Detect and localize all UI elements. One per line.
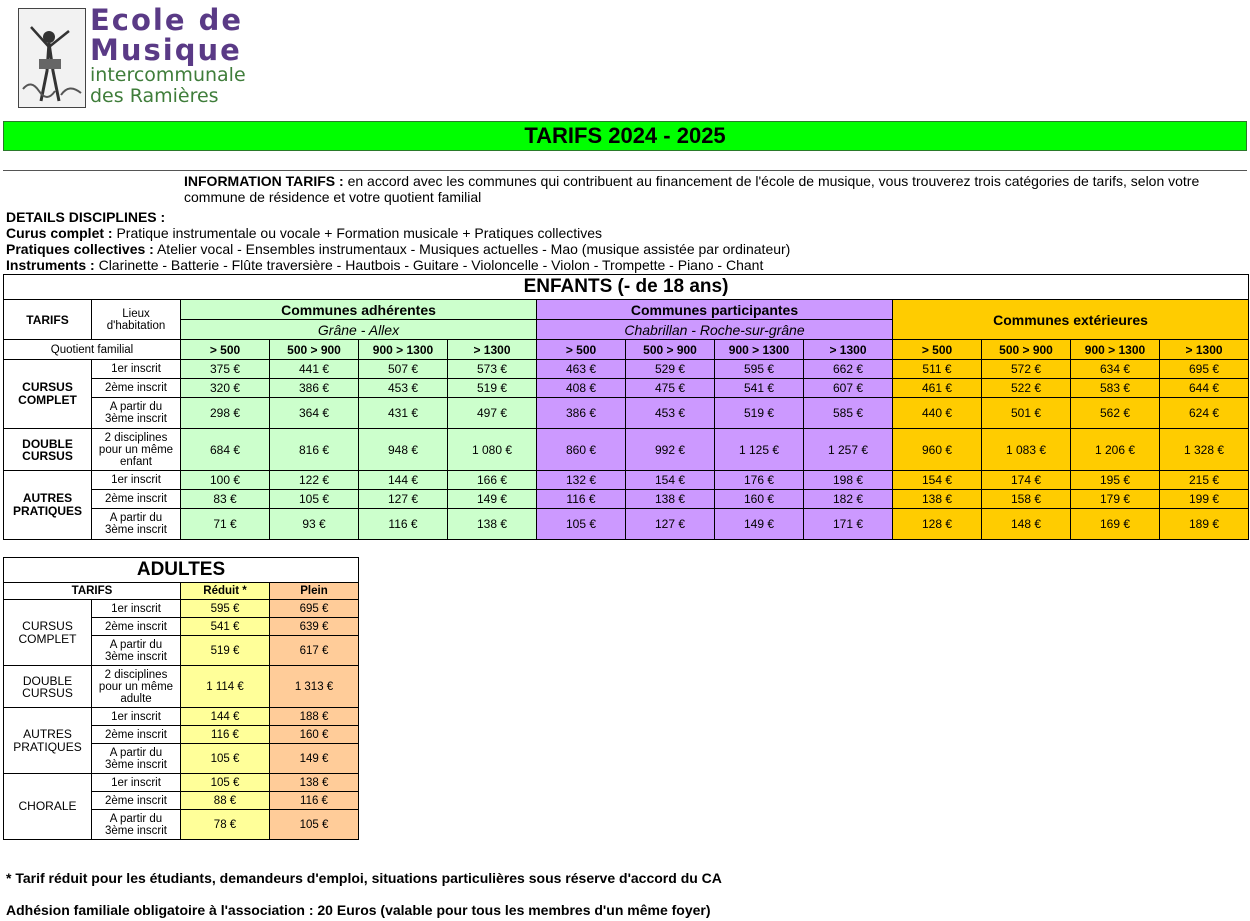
group-communes: Grâne - Allex <box>181 320 537 340</box>
reduit-price-cell: 144 € <box>181 708 270 726</box>
price-cell: 116 € <box>359 509 448 540</box>
price-cell: 176 € <box>715 471 804 490</box>
details-line-label: Instruments : <box>6 257 95 273</box>
plein-price-cell: 695 € <box>270 600 359 618</box>
plein-price-cell: 149 € <box>270 744 359 774</box>
price-cell: 154 € <box>893 471 982 490</box>
group-header: Communes extérieures <box>893 300 1249 340</box>
price-cell: 100 € <box>181 471 270 490</box>
reduit-price-cell: 541 € <box>181 618 270 636</box>
price-cell: 138 € <box>448 509 537 540</box>
price-cell: 860 € <box>537 429 626 471</box>
reduit-price-cell: 519 € <box>181 636 270 666</box>
details-disciplines <box>6 209 790 273</box>
row-label: 1er inscrit <box>92 774 181 792</box>
divider <box>3 170 1247 171</box>
price-cell: 585 € <box>804 398 893 429</box>
group-header: Communes participantes <box>537 300 893 320</box>
details-line <box>6 241 790 257</box>
category-label: CHORALE <box>4 774 92 840</box>
adults-table-title: ADULTES <box>4 558 359 583</box>
price-cell: 511 € <box>893 360 982 379</box>
row-label: 1er inscrit <box>92 360 181 379</box>
school-logo <box>18 3 246 108</box>
price-cell: 174 € <box>982 471 1071 490</box>
price-cell: 463 € <box>537 360 626 379</box>
price-cell: 475 € <box>626 379 715 398</box>
logo-line-4: des Ramières <box>90 85 219 107</box>
row-label: 2 disciplines pour un même adulte <box>92 666 181 708</box>
row-label: 1er inscrit <box>92 600 181 618</box>
price-cell: 562 € <box>1071 398 1160 429</box>
reduced-rate-note: * Tarif réduit pour les étudiants, demandeurs d'emploi, situations particulières sous réserve d'accord du CA <box>6 870 722 886</box>
price-cell: 375 € <box>181 360 270 379</box>
category-label: CURSUS COMPLET <box>4 600 92 666</box>
price-cell: 122 € <box>270 471 359 490</box>
bracket-header: > 500 <box>181 340 270 360</box>
row-label: 1er inscrit <box>92 471 181 490</box>
row-label: 2 disciplines pour un même enfant <box>92 429 181 471</box>
bracket-header: > 500 <box>537 340 626 360</box>
price-cell: 684 € <box>181 429 270 471</box>
price-cell: 158 € <box>982 490 1071 509</box>
price-cell: 105 € <box>270 490 359 509</box>
price-cell: 431 € <box>359 398 448 429</box>
kids-tariff-table <box>3 274 1249 540</box>
plein-price-cell: 105 € <box>270 810 359 840</box>
kids-table-title: ENFANTS (- de 18 ans) <box>4 275 1249 300</box>
group-communes: Chabrillan - Roche-sur-grâne <box>537 320 893 340</box>
price-cell: 573 € <box>448 360 537 379</box>
reduit-price-cell: 116 € <box>181 726 270 744</box>
price-cell: 198 € <box>804 471 893 490</box>
details-line-text: Clarinette - Batterie - Flûte traversière - Hautbois - Guitare - Violoncelle - Violon - Trompette - Piano - Chant <box>94 257 764 273</box>
price-cell: 816 € <box>270 429 359 471</box>
kids-tarifs-header: TARIFS <box>4 300 92 340</box>
row-label: 2ème inscrit <box>92 618 181 636</box>
page-title: TARIFS 2024 - 2025 <box>3 121 1247 151</box>
plein-price-cell: 1 313 € <box>270 666 359 708</box>
price-cell: 695 € <box>1160 360 1249 379</box>
reduit-header: Réduit * <box>181 583 270 600</box>
price-cell: 195 € <box>1071 471 1160 490</box>
adults-tariff-table <box>3 557 359 840</box>
row-label: 2ème inscrit <box>92 490 181 509</box>
price-cell: 497 € <box>448 398 537 429</box>
plein-header: Plein <box>270 583 359 600</box>
price-cell: 116 € <box>537 490 626 509</box>
row-label: A partir du 3ème inscrit <box>92 509 181 540</box>
price-cell: 199 € <box>1160 490 1249 509</box>
row-label: 2ème inscrit <box>92 379 181 398</box>
details-line-label: Curus complet : <box>6 225 113 241</box>
price-cell: 1 328 € <box>1160 429 1249 471</box>
price-cell: 507 € <box>359 360 448 379</box>
price-cell: 386 € <box>537 398 626 429</box>
price-cell: 128 € <box>893 509 982 540</box>
row-label: 2ème inscrit <box>92 726 181 744</box>
bracket-header: 500 > 900 <box>982 340 1071 360</box>
logo-line-2: Musique <box>90 33 242 67</box>
price-cell: 189 € <box>1160 509 1249 540</box>
adults-tarifs-header: TARIFS <box>4 583 181 600</box>
bracket-header: 900 > 1300 <box>359 340 448 360</box>
membership-note: Adhésion familiale obligatoire à l'association : 20 Euros (valable pour tous les membres d'un même foyer) <box>6 902 711 918</box>
price-cell: 1 206 € <box>1071 429 1160 471</box>
price-cell: 453 € <box>626 398 715 429</box>
price-cell: 595 € <box>715 360 804 379</box>
price-cell: 1 080 € <box>448 429 537 471</box>
price-cell: 144 € <box>359 471 448 490</box>
bracket-header: > 1300 <box>1160 340 1249 360</box>
plein-price-cell: 160 € <box>270 726 359 744</box>
reduit-price-cell: 88 € <box>181 792 270 810</box>
bracket-header: 900 > 1300 <box>715 340 804 360</box>
row-label: 1er inscrit <box>92 708 181 726</box>
price-cell: 149 € <box>448 490 537 509</box>
info-label: INFORMATION TARIFS : <box>184 173 344 189</box>
price-cell: 138 € <box>626 490 715 509</box>
price-cell: 624 € <box>1160 398 1249 429</box>
price-cell: 127 € <box>626 509 715 540</box>
conductor-logo-icon <box>18 8 86 108</box>
price-cell: 453 € <box>359 379 448 398</box>
reduit-price-cell: 595 € <box>181 600 270 618</box>
price-cell: 215 € <box>1160 471 1249 490</box>
price-cell: 644 € <box>1160 379 1249 398</box>
plein-price-cell: 617 € <box>270 636 359 666</box>
details-line <box>6 257 790 273</box>
plein-price-cell: 188 € <box>270 708 359 726</box>
price-cell: 71 € <box>181 509 270 540</box>
price-cell: 519 € <box>448 379 537 398</box>
price-cell: 1 125 € <box>715 429 804 471</box>
bracket-header: 500 > 900 <box>270 340 359 360</box>
price-cell: 408 € <box>537 379 626 398</box>
details-line-text: Atelier vocal - Ensembles instrumentaux - Musiques actuelles - Mao (musique assistée par ordinateur) <box>153 241 791 257</box>
reduit-price-cell: 105 € <box>181 744 270 774</box>
price-cell: 149 € <box>715 509 804 540</box>
reduit-price-cell: 78 € <box>181 810 270 840</box>
category-label: DOUBLE CURSUS <box>4 429 92 471</box>
price-cell: 1 083 € <box>982 429 1071 471</box>
price-cell: 519 € <box>715 398 804 429</box>
price-cell: 522 € <box>982 379 1071 398</box>
price-cell: 160 € <box>715 490 804 509</box>
details-line-text: Pratique instrumentale ou vocale + Formation musicale + Pratiques collectives <box>112 225 603 241</box>
price-cell: 154 € <box>626 471 715 490</box>
row-label: A partir du 3ème inscrit <box>92 810 181 840</box>
price-cell: 572 € <box>982 360 1071 379</box>
row-label: 2ème inscrit <box>92 792 181 810</box>
price-cell: 634 € <box>1071 360 1160 379</box>
group-header: Communes adhérentes <box>181 300 537 320</box>
price-cell: 440 € <box>893 398 982 429</box>
category-label: AUTRES PRATIQUES <box>4 708 92 774</box>
row-label: A partir du 3ème inscrit <box>92 744 181 774</box>
price-cell: 105 € <box>537 509 626 540</box>
info-tarifs <box>184 173 1224 205</box>
kids-lieux-header: Lieux d'habitation <box>92 300 181 340</box>
price-cell: 132 € <box>537 471 626 490</box>
bracket-header: > 500 <box>893 340 982 360</box>
price-cell: 541 € <box>715 379 804 398</box>
bracket-header: > 1300 <box>448 340 537 360</box>
price-cell: 166 € <box>448 471 537 490</box>
reduit-price-cell: 1 114 € <box>181 666 270 708</box>
details-line <box>6 225 790 241</box>
price-cell: 386 € <box>270 379 359 398</box>
price-cell: 320 € <box>181 379 270 398</box>
bracket-header: 900 > 1300 <box>1071 340 1160 360</box>
price-cell: 948 € <box>359 429 448 471</box>
logo-text <box>90 3 246 108</box>
price-cell: 138 € <box>893 490 982 509</box>
price-cell: 461 € <box>893 379 982 398</box>
price-cell: 583 € <box>1071 379 1160 398</box>
price-cell: 93 € <box>270 509 359 540</box>
price-cell: 529 € <box>626 360 715 379</box>
reduit-price-cell: 105 € <box>181 774 270 792</box>
price-cell: 441 € <box>270 360 359 379</box>
bracket-header: > 1300 <box>804 340 893 360</box>
category-label: CURSUS COMPLET <box>4 360 92 429</box>
plein-price-cell: 138 € <box>270 774 359 792</box>
price-cell: 960 € <box>893 429 982 471</box>
kids-quotient-header: Quotient familial <box>4 340 181 360</box>
logo-line-1: Ecole de <box>90 3 244 37</box>
plein-price-cell: 116 € <box>270 792 359 810</box>
price-cell: 1 257 € <box>804 429 893 471</box>
price-cell: 182 € <box>804 490 893 509</box>
category-label: AUTRES PRATIQUES <box>4 471 92 540</box>
bracket-header: 500 > 900 <box>626 340 715 360</box>
logo-line-3: intercommunale <box>90 64 246 86</box>
price-cell: 179 € <box>1071 490 1160 509</box>
price-cell: 171 € <box>804 509 893 540</box>
category-label: DOUBLE CURSUS <box>4 666 92 708</box>
price-cell: 127 € <box>359 490 448 509</box>
price-cell: 501 € <box>982 398 1071 429</box>
price-cell: 607 € <box>804 379 893 398</box>
price-cell: 83 € <box>181 490 270 509</box>
info-text: en accord avec les communes qui contribuent au financement de l'école de musique, vous trouverez trois catégories de tarifs, selon votre commune de résidence et votre quotient familial <box>184 173 1200 205</box>
price-cell: 662 € <box>804 360 893 379</box>
price-cell: 298 € <box>181 398 270 429</box>
price-cell: 169 € <box>1071 509 1160 540</box>
details-heading: DETAILS DISCIPLINES : <box>6 209 166 225</box>
row-label: A partir du 3ème inscrit <box>92 398 181 429</box>
price-cell: 992 € <box>626 429 715 471</box>
details-line-label: Pratiques collectives : <box>6 241 154 257</box>
row-label: A partir du 3ème inscrit <box>92 636 181 666</box>
plein-price-cell: 639 € <box>270 618 359 636</box>
price-cell: 148 € <box>982 509 1071 540</box>
price-cell: 364 € <box>270 398 359 429</box>
